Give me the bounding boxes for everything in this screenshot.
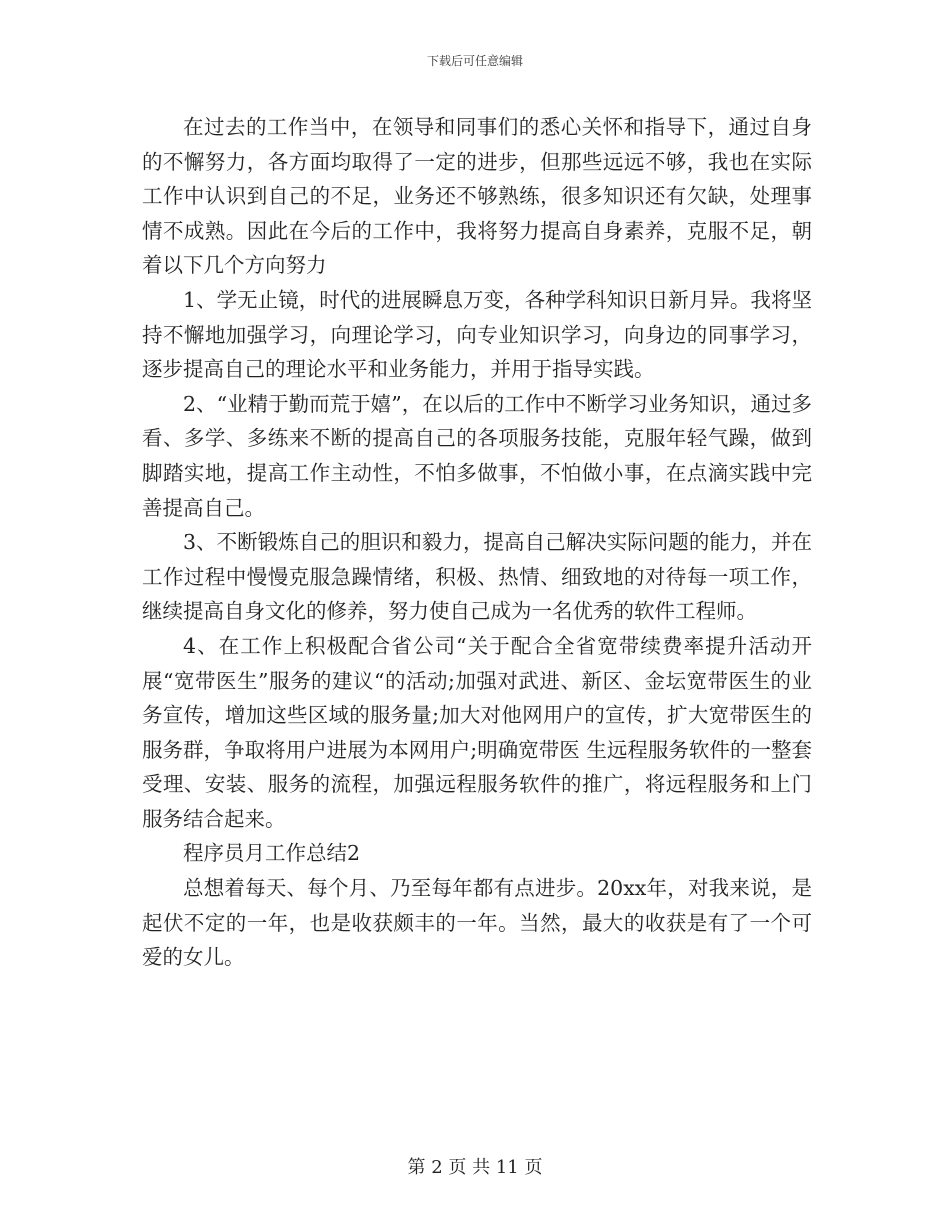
- paragraph-summary-2: 总想着每天、每个月、乃至每年都有点进步。20xx年，对我来说，是起伏不定的一年，也是收获颇丰的一年。当然，最大的收获是有了一个可爱的女儿。: [142, 876, 812, 970]
- paragraph-item-3: 3、不断锻炼自己的胆识和毅力，提高自己解决实际问题的能力，并在工作过程中慢慢克服急躁情绪，积极、热情、细致地的对待每一项工作，继续提高自身文化的修养，努力使自己成为一名优秀的软件工程师。: [142, 530, 812, 624]
- paragraph-item-1: 1、学无止镜，时代的进展瞬息万变，各种学科知识日新月异。我将坚持不懈地加强学习，向理论学习，向专业知识学习，向身边的同事学习，逐步提高自己的理论水平和业务能力，并用于指导实践。: [142, 287, 812, 382]
- page-header: 下载后可任意编辑: [426, 54, 523, 68]
- page-number: 第 2 页 共 11 页: [407, 1157, 543, 1178]
- paragraph-item-2: 2、“业精于勤而荒于嬉”，在以后的工作中不断学习业务知识，通过多看、多学、多练来不断的提高自己的各项服务技能，克服年轻气躁，做到脚踏实地，提高工作主动性，不怕多做事，不怕做小事，在点滴实践中完善提高自己。: [142, 391, 812, 520]
- paragraph-item-4: 4、在工作上积极配合省公司“关于配合全省宽带续费率提升活动开展“宽带医生”服务的建议“的活动;加强对武进、新区、金坛宽带医生的业务宣传，增加这些区域的服务量;加大对他网用户的宣传，扩大宽带医生的服务群，争取将用户进展为本网用户;明确宽带医 生远程服务软件的一整套受理、安装、服务的流程，加强远程服务软件的推广，将远程服务和上门服务结合起来。: [142, 633, 812, 831]
- section-title: 程序员月工作总结2: [183, 841, 361, 866]
- document-body: [142, 110, 812, 975]
- paragraph-intro: 在过去的工作当中，在领导和同事们的悉心关怀和指导下，通过自身的不懈努力，各方面均取得了一定的进步，但那些远远不够，我也在实际工作中认识到自己的不足，业务还不够熟练，很多知识还有欠缺，处理事情不成熟。因此在今后的工作中，我将努力提高自身素养，克服不足，朝着以下几个方向努力: [142, 115, 812, 278]
